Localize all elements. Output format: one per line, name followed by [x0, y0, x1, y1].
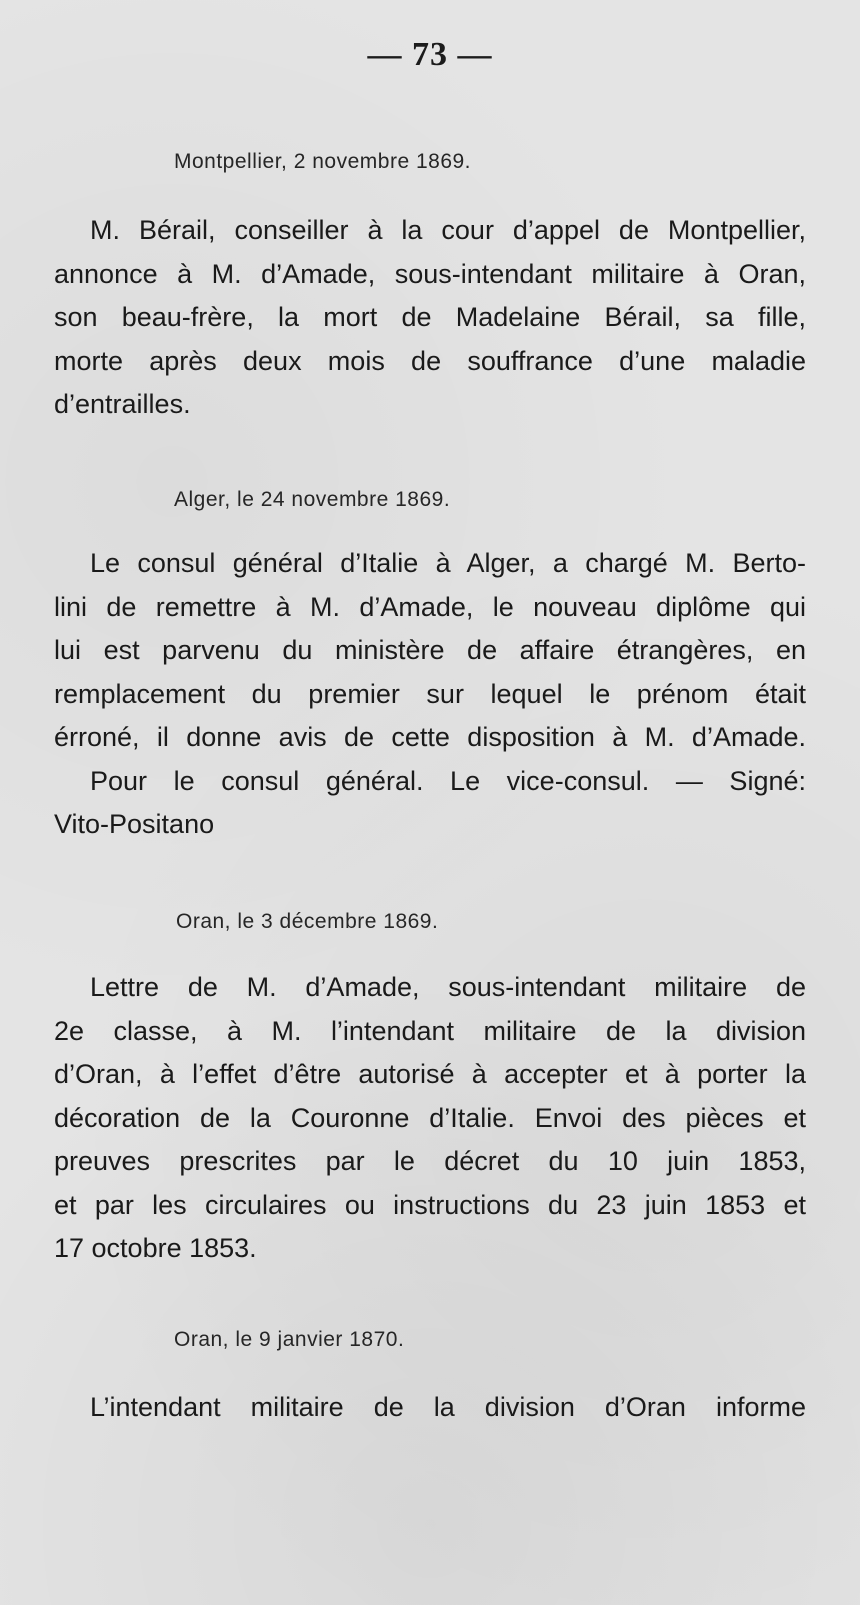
text-line: remplacement du premier sur lequel le prénom était — [54, 678, 806, 709]
dateline-montpellier: Montpellier, 2 novembre 1869. — [174, 150, 472, 173]
text-line: 2e classe, à M. l’intendant militaire de la division — [54, 1015, 806, 1046]
dateline-oran-decembre: Oran, le 3 décembre 1869. — [176, 910, 439, 933]
paragraph-consul-letter — [54, 542, 806, 847]
text-line: M. Bérail, conseiller à la cour d’appel de Montpellier, — [90, 215, 806, 245]
text-line: érroné, il donne avis de cette disposition à M. d’Amade. — [54, 722, 806, 752]
page-number: — 73 — — [367, 36, 493, 73]
paragraph-berail-letter — [54, 209, 806, 427]
text-line: d’Oran, à l’effet d’être autorisé à accepter et à porter la — [54, 1059, 806, 1089]
dateline-oran-janvier: Oran, le 9 janvier 1870. — [174, 1328, 405, 1351]
text-line: Lettre de M. d’Amade, sous-intendant militaire de — [90, 972, 806, 1002]
text-line: 17 octobre 1853. — [54, 1233, 257, 1263]
text-line: L’intendant militaire de la division d’Oran informe — [90, 1392, 806, 1422]
text-line: lui est parvenu du ministère de affaire étrangères, en — [54, 635, 806, 665]
text-line: annonce à M. d’Amade, sous-intendant militaire à Oran, — [54, 258, 806, 289]
text-line: et par les circulaires ou instructions du 23 juin 1853 et — [54, 1189, 806, 1220]
paragraph-intendant-letter — [54, 1386, 806, 1430]
paragraph-amade-letter — [54, 966, 806, 1271]
text-line: Vito-Positano — [54, 809, 215, 839]
text-line: preuves prescrites par le décret du 10 juin 1853, — [54, 1146, 806, 1176]
text-line: Le consul général d’Italie à Alger, a chargé M. Berto- — [90, 548, 806, 578]
text-line: d’entrailles. — [54, 389, 191, 419]
text-line: lini de remettre à M. d’Amade, le nouveau diplôme qui — [54, 591, 806, 622]
text-line: Pour le consul général. Le vice-consul. — Signé: — [90, 765, 806, 796]
text-line: son beau-frère, la mort de Madelaine Bérail, sa fille, — [54, 302, 806, 332]
text-line: morte après deux mois de souffrance d’une maladie — [54, 345, 806, 376]
dateline-alger: Alger, le 24 novembre 1869. — [174, 488, 451, 511]
text-line: décoration de la Couronne d’Italie. Envoi des pièces et — [54, 1102, 806, 1133]
